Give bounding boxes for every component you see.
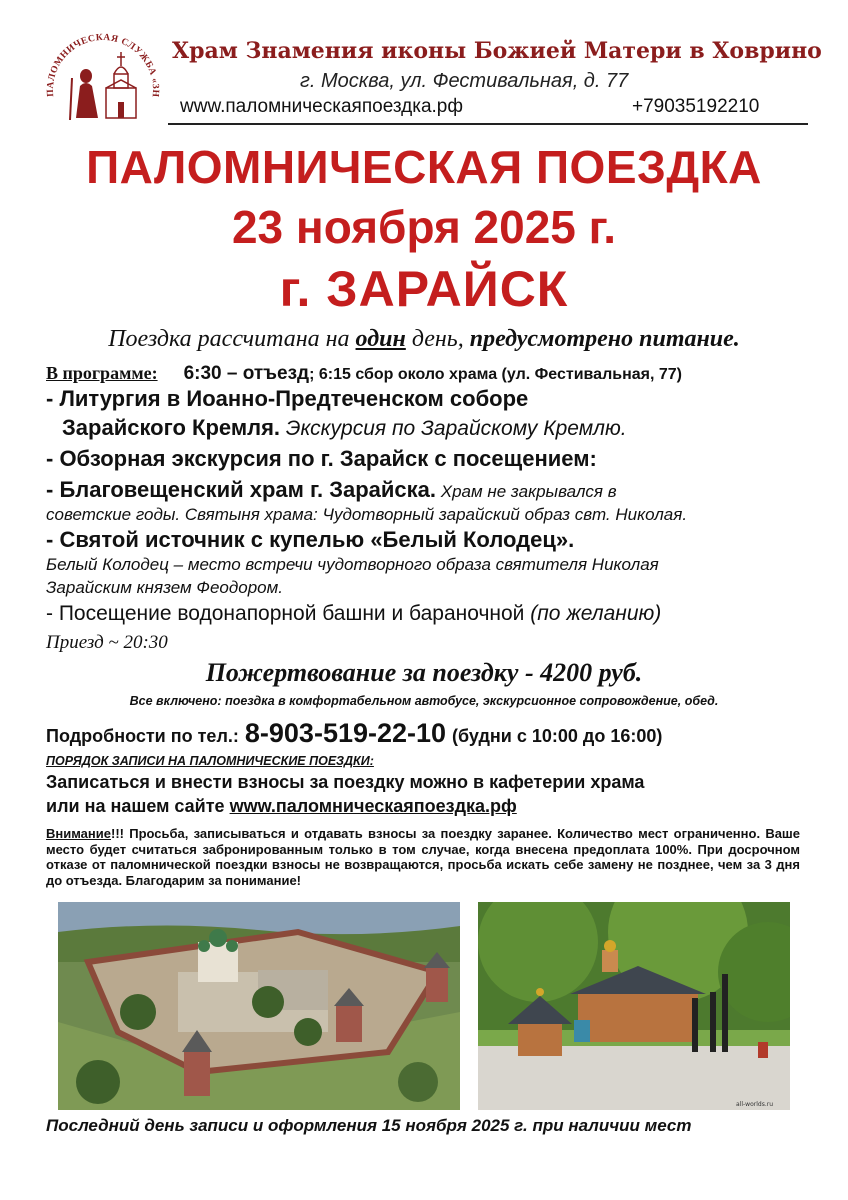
contact-line xyxy=(46,718,662,749)
spring-note-2: Зарайским князем Феодором. xyxy=(46,578,283,597)
title-trip: ПАЛОМНИЧЕСКАЯ ПОЕЗДКА xyxy=(86,141,762,193)
photo-watermark: all-worlds.ru xyxy=(736,1101,773,1108)
registration-line-2 xyxy=(46,796,517,817)
program-item-tower xyxy=(46,602,661,626)
program-item-liturgy-cont xyxy=(62,415,627,441)
contact-label: Подробности по тел.: xyxy=(46,726,239,746)
header-website-link[interactable]: www.паломническаяпоездка.рф xyxy=(180,96,463,117)
spring-note-1: Белый Колодец – место встречи чудотворного образа святителя Николая xyxy=(46,555,659,574)
intro-text: Поездка рассчитана на xyxy=(108,326,356,352)
program-label: В программе: xyxy=(46,363,158,383)
intro-meals: предусмотрено питание. xyxy=(469,326,740,352)
program-item-spring: - Святой источник с купелью «Белый Колодец». xyxy=(46,527,575,552)
header-phone: +79035192210 xyxy=(632,96,760,117)
kremlin-aerial-photo xyxy=(58,902,460,1110)
program-item-liturgy: - Литургия в Иоанно-Предтеченском соборе xyxy=(46,386,529,411)
intro-day: день, xyxy=(405,326,470,352)
registration-header: ПОРЯДОК ЗАПИСИ НА ПАЛОМНИЧЕСКИЕ ПОЕЗДКИ: xyxy=(46,754,374,768)
church-name: Храм Знамения иконы Божией Матери в Ховрино xyxy=(172,38,822,64)
annunciation-note: Храм не закрывался в xyxy=(436,482,617,501)
included-services: Все включено: поездка в комфортабельном автобусе, экскурсионное сопровождение, обед. xyxy=(129,694,719,708)
attention-notice xyxy=(46,826,800,888)
gather-info: ; 6:15 сбор около храма (ул. Фестивальная, 77) xyxy=(309,366,682,383)
registration-deadline: Последний день записи и оформления 15 ноября 2025 г. при наличии мест xyxy=(46,1116,692,1135)
program-line xyxy=(46,363,682,385)
contact-phone[interactable]: 8-903-519-22-10 xyxy=(244,718,447,748)
notice-label: Внимание xyxy=(46,826,111,841)
program-item-annunciation xyxy=(46,477,617,503)
title-date: 23 ноября 2025 г. xyxy=(231,201,617,253)
kremlin-text: Зарайского Кремля. xyxy=(62,415,281,440)
annunciation-note-cont: советские годы. Святыня храма: Чудотворный зарайский образ свт. Николая. xyxy=(46,505,688,524)
notice-text: !!! Просьба, записываться и отдавать взносы за поездку заранее. Количество мест ограниченно. Ваше место будет считаться забронированным только в том случае, когда внесена предоплата 100%. При досрочном отказе от паломнической поездки взносы не возвращаются, просьба искать себе замену не позднее, чем за 3 дня до отъезда. Благодарим за понимание! xyxy=(46,826,800,888)
header-divider xyxy=(168,123,808,125)
kremlin-tour: Экскурсия по Зарайскому Кремлю. xyxy=(280,417,627,440)
donation-amount: Пожертвование за поездку - 4200 руб. xyxy=(205,658,643,687)
annunciation-title: - Благовещенский храм г. Зарайска. xyxy=(46,477,437,502)
title-city: г. ЗАРАЙСК xyxy=(279,261,569,317)
intro-line xyxy=(0,326,848,353)
svg-text:ПАЛОМНИЧЕСКАЯ СЛУЖБА «ЗНАМЕНИЕ: ПАЛОМНИЧЕСКАЯ СЛУЖБА «ЗН xyxy=(45,32,161,98)
contact-hours: (будни с 10:00 до 16:00) xyxy=(452,726,663,746)
white-well-spring-photo xyxy=(478,902,790,1110)
registration-line-1: Записаться и внести взносы за поездку можно в кафетерии храма xyxy=(46,772,645,792)
tower-text: - Посещение водонапорной башни и бараночной xyxy=(46,602,531,625)
service-logo xyxy=(40,30,164,126)
church-address: г. Москва, ул. Фестивальная, д. 77 xyxy=(300,70,629,92)
tower-optional: (по желанию) xyxy=(530,602,662,625)
departure-time: 6:30 – отъезд xyxy=(183,363,310,384)
program-item-tour: - Обзорная экскурсия по г. Зарайск с посещением: xyxy=(46,446,597,471)
arrival-time: Приезд ~ 20:30 xyxy=(46,632,168,653)
intro-one: один xyxy=(355,326,406,352)
registration-site-label: или на нашем сайте xyxy=(46,796,230,816)
registration-website-link[interactable]: www.паломническаяпоездка.рф xyxy=(229,796,517,816)
